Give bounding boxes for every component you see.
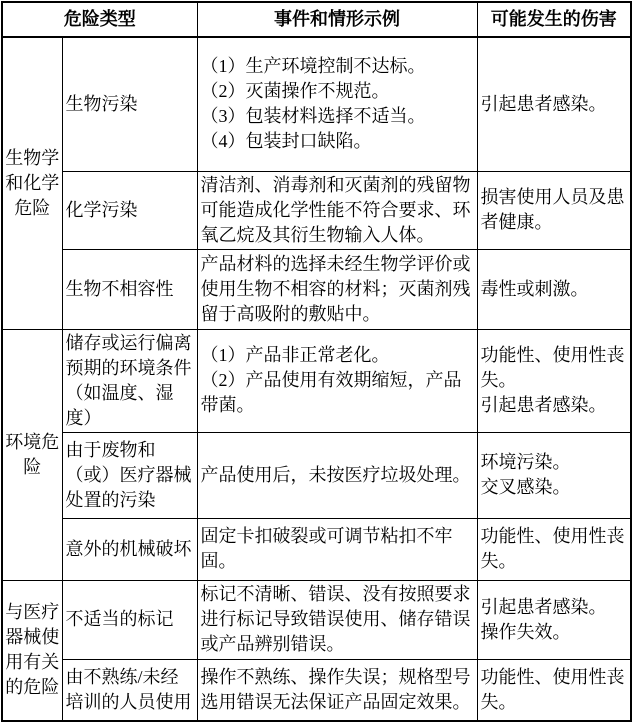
harm-line: 引起患者感染。: [480, 395, 607, 415]
header-harm-bold: 伤: [580, 9, 599, 29]
table-row: [2, 37, 631, 171]
example-line: （4）包装封口缺陷。: [200, 131, 372, 152]
harm-line: 功能性、使用性丧失。: [480, 526, 625, 571]
example-line: 产品使用后，未按医疗垃圾处理。: [200, 464, 471, 485]
header-examples: 事件和情形示例: [197, 2, 477, 37]
header-row: [2, 2, 631, 37]
harm-cell: [477, 249, 631, 329]
harm-line: 操作失效。: [480, 621, 571, 642]
examples-cell: [197, 580, 477, 659]
example-line: 产品材料的选择未经生物学评价或使用生物不相容的材料；灭菌剂残留于高吸附的敷贴中。: [200, 253, 471, 324]
header-harm-suffix: 害: [598, 9, 617, 29]
harm-line: 毒性或刺激。: [480, 278, 589, 299]
harm-line: 引起患者感染。: [480, 596, 607, 617]
table-row: [2, 432, 631, 518]
table-row: [2, 329, 631, 432]
risk-type-cell: 由于废物和（或）医疗器械处置的污染: [62, 432, 197, 518]
table-row: [2, 249, 631, 329]
table-row: [2, 171, 631, 249]
examples-cell: [197, 518, 477, 580]
harm-line: 功能性、使用性丧失。: [480, 666, 625, 712]
example-line: 固定卡扣破裂或可调节粘扣不牢固。: [200, 526, 453, 571]
example-line: （2）产品使用有效期缩短，产品带菌。: [200, 370, 462, 415]
harm-line: 环境污染。: [480, 452, 571, 472]
example-line: （3）包装材料选择不适当。: [200, 106, 426, 127]
table-row: [2, 580, 631, 659]
examples-cell: [197, 329, 477, 432]
table-row: [2, 659, 631, 721]
harm-cell: [477, 659, 631, 721]
table-body: [2, 37, 631, 721]
harm-cell: [477, 518, 631, 580]
harm-line: 损害使用人员及患者健康。: [480, 187, 625, 232]
harm-cell: [477, 432, 631, 518]
examples-cell: [197, 37, 477, 171]
example-line: （1）产品非正常老化。: [200, 345, 390, 365]
harm-line: 功能性、使用性丧失。: [480, 345, 625, 390]
harm-line: 引起患者感染。: [480, 93, 607, 114]
examples-cell: [197, 171, 477, 249]
table-header: [2, 2, 631, 37]
examples-cell: [197, 249, 477, 329]
examples-cell: [197, 432, 477, 518]
header-risk-type: 危险类型: [2, 2, 197, 37]
example-line: 标记不清晰、错误、没有按照要求进行标记导致错误使用、储存错误或产品辨别错误。: [200, 584, 471, 654]
example-line: 操作不熟练、操作失误；规格型号选用错误无法保证产品固定效果。: [200, 666, 471, 712]
risk-type-cell: 化学污染: [62, 171, 197, 249]
examples-cell: [197, 659, 477, 721]
header-harm: [477, 2, 631, 37]
harm-cell: [477, 329, 631, 432]
header-harm-prefix: 可能发生的: [490, 9, 581, 29]
risk-type-cell: 生物不相容性: [62, 249, 197, 329]
risk-type-cell: 生物污染: [62, 37, 197, 171]
example-line: （2）灭菌操作不规范。: [200, 81, 390, 102]
risk-group-cell: 与医疗器械使用有关的危险: [2, 580, 62, 721]
risk-type-cell: 由不熟练/未经培训的人员使用: [62, 659, 197, 721]
harm-line: 交叉感染。: [480, 477, 571, 497]
risk-group-cell: 环境危险: [2, 329, 62, 580]
harm-cell: [477, 37, 631, 171]
table-row: [2, 518, 631, 580]
harm-cell: [477, 580, 631, 659]
risk-group-cell: 生物学和化学危险: [2, 37, 62, 329]
risk-type-cell: 意外的机械破坏: [62, 518, 197, 580]
risk-analysis-table: [1, 1, 632, 722]
risk-type-cell: 不适当的标记: [62, 580, 197, 659]
example-line: （1）生产环境控制不达标。: [200, 56, 426, 77]
example-line: 清洁剂、消毒剂和灭菌剂的残留物可能造成化学性能不符合要求、环氧乙烷及其衍生物输入人体。: [200, 174, 471, 245]
risk-type-cell: 储存或运行偏离预期的环境条件（如温度、湿度）: [62, 329, 197, 432]
harm-cell: [477, 171, 631, 249]
